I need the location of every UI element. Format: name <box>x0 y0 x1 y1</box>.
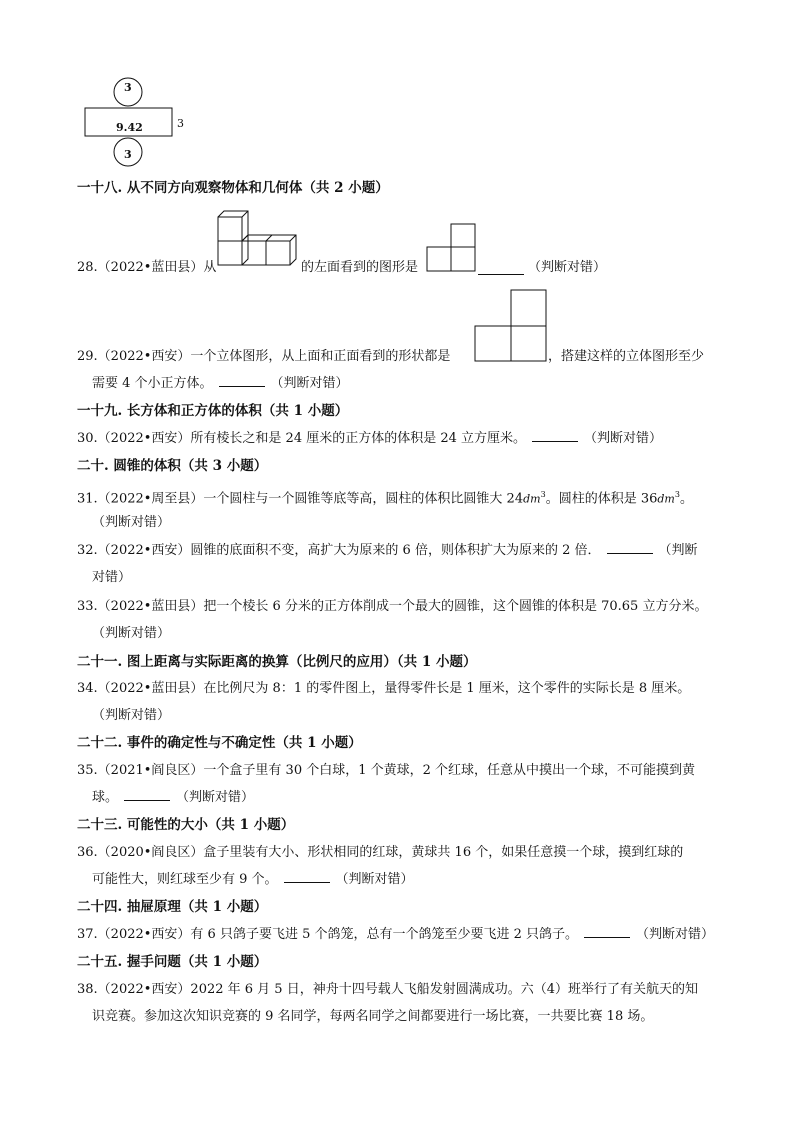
q29-answer-blank[interactable] <box>219 374 265 387</box>
net-side-label: 3 <box>177 117 184 130</box>
question-34: 34.（2022•蓝田县）在比例尺为 8：1 的零件图上，量得零件长是 1 厘米，这个零件的实际长是 8 厘米。 <box>77 681 691 696</box>
q28-answer-blank[interactable] <box>478 262 524 275</box>
q36-text-b: 可能性大，则红球至少有 9 个。 <box>92 872 278 887</box>
net-bottom-circle-label: 3 <box>124 148 132 161</box>
q31-exp-2: 3 <box>674 490 680 499</box>
q29-text-a: 29.（2022•西安）一个立体图形，从上面和正面看到的形状都是 <box>77 349 451 364</box>
q35-text-b: 球。 <box>92 790 119 805</box>
cube-stack-figure <box>214 209 304 271</box>
q31-unit-1: dm <box>523 492 541 506</box>
section-heading-19: 一十九. 长方体和正方体的体积（共 1 小题） <box>77 403 349 419</box>
q31-unit-2: dm <box>657 492 675 506</box>
section-heading-24: 二十四. 抽屉原理（共 1 小题） <box>77 899 268 915</box>
question-38: 38.（2022•西安）2022 年 6 月 5 日，神舟十四号载人飞船发射圆满成功。六（4）班举行了有关航天的知 <box>77 982 698 997</box>
section-heading-20: 二十. 圆锥的体积（共 3 小题） <box>77 458 268 474</box>
q35-line2 <box>92 788 254 808</box>
q30-answer-blank[interactable] <box>532 429 578 442</box>
q32-answer-blank[interactable] <box>607 541 653 554</box>
q36-answer-blank[interactable] <box>284 870 330 883</box>
q31-text-a: 31.（2022•周至县）一个圆柱与一个圆锥等底等高，圆柱的体积比圆锥大 24 <box>77 491 524 507</box>
q36-judge: （判断对错） <box>335 872 414 887</box>
q28-text-b: 的左面看到的图形是 <box>301 260 419 275</box>
question-30 <box>77 429 662 449</box>
section-heading-18: 一十八. 从不同方向观察物体和几何体（共 2 小题） <box>77 180 389 196</box>
net-rect-label: 9.42 <box>116 121 143 134</box>
section-heading-25: 二十五. 握手问题（共 1 小题） <box>77 954 268 970</box>
section-heading-21: 二十一. 图上距离与实际距离的换算（比例尺的应用）（共 1 小题） <box>77 654 477 670</box>
left-view-figure <box>426 223 478 273</box>
q28-judge: （判断对错） <box>528 260 607 275</box>
question-37 <box>77 925 714 945</box>
q31-text-b: 。圆柱的体积是 36 <box>545 491 658 507</box>
q28-text-a: 28.（2022•蓝田县）从 <box>77 260 217 275</box>
q37-text: 37.（2022•西安）有 6 只鸽子要飞进 5 个鸽笼，总有一个鸽笼至少要飞进 2 只鸽子。 <box>77 927 579 942</box>
q38-line2: 识竞赛。参加这次知识竞赛的 9 名同学，每两名同学之间都要进行一场比赛，一共要比赛 18 场。 <box>92 1009 654 1024</box>
q35-judge: （判断对错） <box>176 790 255 805</box>
q31-text-c: 。 <box>679 491 693 507</box>
question-31 <box>77 485 693 509</box>
net-top-circle-label: 3 <box>124 81 132 94</box>
q34-judge: （判断对错） <box>92 708 171 723</box>
q29-text-c: 需要 4 个小正方体。 <box>92 376 213 391</box>
q31-exp-1: 3 <box>540 490 546 499</box>
q33-judge: （判断对错） <box>92 626 171 641</box>
question-28 <box>77 258 216 278</box>
q30-text: 30.（2022•西安）所有棱长之和是 24 厘米的正方体的体积是 24 立方厘米。 <box>77 431 527 446</box>
section-heading-22: 二十二. 事件的确定性与不确定性（共 1 小题） <box>77 735 362 751</box>
q37-answer-blank[interactable] <box>584 925 630 938</box>
q29-text-b: ，搭建这样的立体图形至少 <box>548 349 705 364</box>
q31-judge: （判断对错） <box>92 515 171 530</box>
q32-text: 32.（2022•西安）圆锥的底面积不变，高扩大为原来的 6 倍，则体积扩大为原来的 2 倍． <box>77 543 601 558</box>
question-35: 35.（2021•阎良区）一个盒子里有 30 个白球，1 个黄球，2 个红球，任意从中摸出一个球，不可能摸到黄 <box>77 763 696 778</box>
question-32 <box>77 541 698 561</box>
section-heading-23: 二十三. 可能性的大小（共 1 小题） <box>77 817 295 833</box>
q35-answer-blank[interactable] <box>124 788 170 801</box>
q32-judge-b: 对错） <box>92 570 132 585</box>
q28-rest <box>301 258 418 278</box>
q32-judge-a: （判断 <box>658 543 698 558</box>
question-33: 33.（2022•蓝田县）把一个棱长 6 分米的正方体削成一个最大的圆锥，这个圆锥的体积是 70.65 立方分米。 <box>77 599 708 614</box>
question-36: 36.（2020•阎良区）盒子里装有大小、形状相同的红球，黄球共 16 个，如果任意摸一个球，摸到红球的 <box>77 845 684 860</box>
q29-line2 <box>92 374 349 394</box>
q36-line2 <box>92 870 414 890</box>
q29-judge: （判断对错） <box>270 376 349 391</box>
q29-view-figure <box>474 289 548 363</box>
q30-judge: （判断对错） <box>584 431 663 446</box>
q37-judge: （判断对错） <box>636 927 715 942</box>
